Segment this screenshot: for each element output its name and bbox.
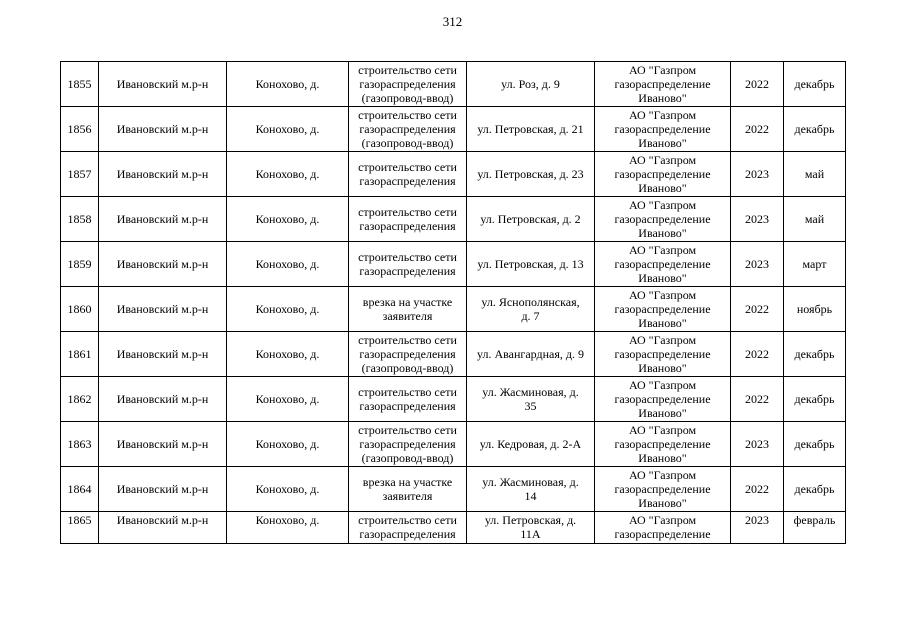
- cell-work-type: [349, 467, 467, 512]
- cell-month: декабрь: [784, 467, 846, 512]
- cell-district: Ивановский м.р-н: [99, 152, 227, 197]
- cell-work-type-line: (газопровод-ввод): [361, 91, 454, 105]
- cell-address-line: ул. Яснополянская,: [481, 295, 580, 309]
- cell-organization-line: АО "Газпром: [628, 243, 697, 257]
- cell-organization-line: АО "Газпром: [628, 288, 697, 302]
- cell-organization: [595, 512, 731, 544]
- cell-organization-line: Иваново": [638, 451, 687, 465]
- cell-month: декабрь: [784, 422, 846, 467]
- table-row: [61, 287, 846, 332]
- cell-address-line: ул. Петровская, д. 2: [480, 212, 581, 226]
- cell-address-line: ул. Петровская, д.: [484, 513, 577, 527]
- cell-year: 2022: [731, 62, 784, 107]
- cell-work-type-line: газораспределения: [359, 527, 456, 541]
- cell-address-line: ул. Жасминовая, д.: [482, 385, 579, 399]
- cell-year: 2022: [731, 332, 784, 377]
- table-row: [61, 377, 846, 422]
- cell-month: декабрь: [784, 107, 846, 152]
- cell-work-type-line: (газопровод-ввод): [361, 136, 454, 150]
- cell-organization: [595, 242, 731, 287]
- cell-organization-line: Иваново": [638, 316, 687, 330]
- cell-address: [467, 107, 595, 152]
- cell-number: 1863: [61, 422, 99, 467]
- cell-month: февраль: [784, 512, 846, 544]
- cell-organization-line: АО "Газпром: [628, 198, 697, 212]
- cell-number: 1860: [61, 287, 99, 332]
- cell-number: 1858: [61, 197, 99, 242]
- cell-month: ноябрь: [784, 287, 846, 332]
- cell-address-line: 11А: [520, 527, 541, 541]
- cell-organization: [595, 62, 731, 107]
- cell-work-type: [349, 287, 467, 332]
- cell-locality: Конохово, д.: [227, 377, 349, 422]
- cell-work-type-line: строительство сети: [358, 63, 457, 77]
- cell-address: [467, 242, 595, 287]
- cell-organization-line: Иваново": [638, 406, 687, 420]
- cell-organization: [595, 467, 731, 512]
- cell-work-type-line: газораспределения: [359, 219, 456, 233]
- cell-address: [467, 377, 595, 422]
- cell-address-line: 14: [524, 489, 537, 503]
- cell-locality: Конохово, д.: [227, 467, 349, 512]
- cell-organization: [595, 287, 731, 332]
- cell-locality: Конохово, д.: [227, 512, 349, 544]
- cell-organization: [595, 107, 731, 152]
- cell-month: декабрь: [784, 332, 846, 377]
- cell-work-type-line: строительство сети: [358, 385, 457, 399]
- cell-organization-line: газораспределение: [614, 482, 711, 496]
- cell-work-type-line: строительство сети: [358, 333, 457, 347]
- table-row: [61, 107, 846, 152]
- cell-work-type-line: (газопровод-ввод): [361, 451, 454, 465]
- cell-work-type-line: газораспределения: [359, 399, 456, 413]
- cell-work-type-line: газораспределения: [359, 437, 456, 451]
- cell-organization: [595, 197, 731, 242]
- cell-work-type-line: газораспределения: [359, 174, 456, 188]
- cell-work-type: [349, 242, 467, 287]
- cell-district: Ивановский м.р-н: [99, 62, 227, 107]
- cell-organization-line: АО "Газпром: [628, 153, 697, 167]
- cell-organization-line: АО "Газпром: [628, 423, 697, 437]
- cell-number: 1856: [61, 107, 99, 152]
- cell-locality: Конохово, д.: [227, 242, 349, 287]
- table-row: [61, 422, 846, 467]
- table-row: [61, 242, 846, 287]
- cell-district: Ивановский м.р-н: [99, 467, 227, 512]
- cell-district: Ивановский м.р-н: [99, 242, 227, 287]
- cell-work-type-line: строительство сети: [358, 513, 457, 527]
- cell-district: Ивановский м.р-н: [99, 332, 227, 377]
- cell-work-type-line: газораспределения: [359, 77, 456, 91]
- cell-locality: Конохово, д.: [227, 287, 349, 332]
- cell-month: март: [784, 242, 846, 287]
- cell-address: [467, 467, 595, 512]
- cell-district: Ивановский м.р-н: [99, 287, 227, 332]
- cell-address-line: ул. Петровская, д. 23: [477, 167, 584, 181]
- table-row: [61, 62, 846, 107]
- cell-organization-line: Иваново": [638, 361, 687, 375]
- cell-work-type-line: строительство сети: [358, 108, 457, 122]
- cell-organization-line: газораспределение: [614, 212, 711, 226]
- cell-organization-line: газораспределение: [614, 122, 711, 136]
- cell-address-line: ул. Кедровая, д. 2-А: [479, 437, 582, 451]
- cell-year: 2023: [731, 512, 784, 544]
- cell-organization-line: АО "Газпром: [628, 108, 697, 122]
- cell-month: декабрь: [784, 62, 846, 107]
- cell-work-type-line: заявителя: [382, 309, 433, 323]
- cell-work-type: [349, 107, 467, 152]
- cell-year: 2022: [731, 107, 784, 152]
- cell-year: 2023: [731, 242, 784, 287]
- cell-number: 1857: [61, 152, 99, 197]
- cell-number: 1864: [61, 467, 99, 512]
- cell-work-type: [349, 422, 467, 467]
- cell-work-type: [349, 512, 467, 544]
- cell-organization: [595, 332, 731, 377]
- cell-organization-line: АО "Газпром: [628, 63, 697, 77]
- cell-organization-line: Иваново": [638, 271, 687, 285]
- cell-district: Ивановский м.р-н: [99, 512, 227, 544]
- cell-year: 2022: [731, 287, 784, 332]
- cell-address: [467, 287, 595, 332]
- cell-locality: Конохово, д.: [227, 62, 349, 107]
- cell-work-type-line: строительство сети: [358, 250, 457, 264]
- cell-locality: Конохово, д.: [227, 152, 349, 197]
- cell-organization-line: газораспределение: [614, 527, 711, 541]
- cell-district: Ивановский м.р-н: [99, 107, 227, 152]
- table-row: [61, 512, 846, 544]
- cell-district: Ивановский м.р-н: [99, 422, 227, 467]
- cell-work-type-line: газораспределения: [359, 122, 456, 136]
- cell-address: [467, 422, 595, 467]
- table-row: [61, 197, 846, 242]
- cell-organization-line: АО "Газпром: [628, 333, 697, 347]
- cell-organization-line: АО "Газпром: [628, 378, 697, 392]
- cell-work-type-line: врезка на участке: [362, 475, 453, 489]
- table-body: [61, 62, 846, 544]
- cell-year: 2023: [731, 197, 784, 242]
- cell-organization-line: Иваново": [638, 136, 687, 150]
- cell-work-type: [349, 62, 467, 107]
- cell-organization-line: Иваново": [638, 91, 687, 105]
- cell-address-line: 35: [524, 399, 537, 413]
- cell-organization-line: Иваново": [638, 496, 687, 510]
- cell-organization-line: газораспределение: [614, 437, 711, 451]
- cell-work-type: [349, 152, 467, 197]
- cell-address: [467, 512, 595, 544]
- cell-district: Ивановский м.р-н: [99, 377, 227, 422]
- cell-work-type-line: строительство сети: [358, 205, 457, 219]
- cell-locality: Конохово, д.: [227, 107, 349, 152]
- table-row: [61, 332, 846, 377]
- cell-number: 1859: [61, 242, 99, 287]
- cell-organization-line: АО "Газпром: [628, 468, 697, 482]
- cell-month: май: [784, 197, 846, 242]
- cell-month: май: [784, 152, 846, 197]
- cell-organization-line: газораспределение: [614, 77, 711, 91]
- page-number: 312: [442, 14, 463, 29]
- cell-organization-line: газораспределение: [614, 392, 711, 406]
- cell-organization-line: газораспределение: [614, 347, 711, 361]
- cell-address: [467, 197, 595, 242]
- cell-locality: Конохово, д.: [227, 332, 349, 377]
- cell-number: 1865: [61, 512, 99, 544]
- cell-address-line: ул. Авангардная, д. 9: [477, 347, 584, 361]
- cell-work-type: [349, 332, 467, 377]
- cell-work-type: [349, 197, 467, 242]
- table-row: [61, 152, 846, 197]
- cell-work-type-line: строительство сети: [358, 423, 457, 437]
- cell-district: Ивановский м.р-н: [99, 197, 227, 242]
- cell-work-type-line: (газопровод-ввод): [361, 361, 454, 375]
- cell-month: декабрь: [784, 377, 846, 422]
- cell-work-type-line: заявителя: [382, 489, 433, 503]
- cell-year: 2023: [731, 152, 784, 197]
- cell-organization-line: газораспределение: [614, 167, 711, 181]
- cell-address: [467, 152, 595, 197]
- cell-organization-line: газораспределение: [614, 257, 711, 271]
- cell-locality: Конохово, д.: [227, 422, 349, 467]
- cell-number: 1862: [61, 377, 99, 422]
- cell-address: [467, 332, 595, 377]
- cell-year: 2022: [731, 467, 784, 512]
- cell-organization: [595, 377, 731, 422]
- cell-organization: [595, 152, 731, 197]
- cell-number: 1855: [61, 62, 99, 107]
- cell-address-line: д. 7: [521, 309, 540, 323]
- cell-organization-line: Иваново": [638, 226, 687, 240]
- cell-organization: [595, 422, 731, 467]
- cell-address: [467, 62, 595, 107]
- cell-address-line: ул. Петровская, д. 21: [477, 122, 584, 136]
- cell-work-type: [349, 377, 467, 422]
- cell-organization-line: АО "Газпром: [628, 513, 697, 527]
- cell-work-type-line: строительство сети: [358, 160, 457, 174]
- cell-year: 2023: [731, 422, 784, 467]
- cell-address-line: ул. Роз, д. 9: [501, 77, 560, 91]
- cell-locality: Конохово, д.: [227, 197, 349, 242]
- cell-address-line: ул. Петровская, д. 13: [477, 257, 584, 271]
- cell-number: 1861: [61, 332, 99, 377]
- cell-organization-line: Иваново": [638, 181, 687, 195]
- cell-work-type-line: газораспределения: [359, 264, 456, 278]
- cell-work-type-line: газораспределения: [359, 347, 456, 361]
- cell-year: 2022: [731, 377, 784, 422]
- cell-address-line: ул. Жасминовая, д.: [482, 475, 579, 489]
- gasification-table: [60, 61, 846, 544]
- cell-work-type-line: врезка на участке: [362, 295, 453, 309]
- cell-organization-line: газораспределение: [614, 302, 711, 316]
- table-row: [61, 467, 846, 512]
